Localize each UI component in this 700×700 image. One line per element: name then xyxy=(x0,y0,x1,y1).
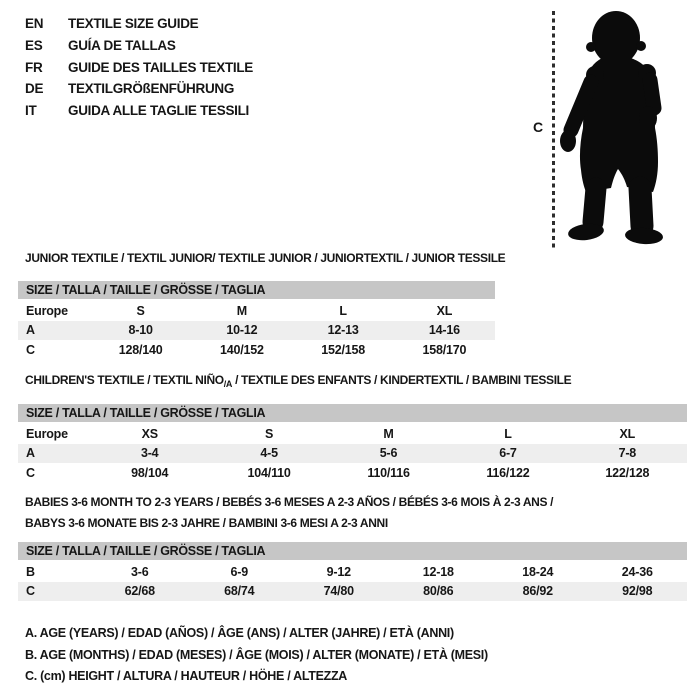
months-cell: 3-6 xyxy=(131,564,149,579)
lang-row-en xyxy=(25,13,253,35)
height-cell: 104/110 xyxy=(247,465,291,480)
footnote-c: C. (cm) HEIGHT / ALTURA / HAUTEUR / HÖHE / ALTEZZA xyxy=(25,669,348,684)
height-cell: 116/122 xyxy=(486,465,530,480)
height-cell: 158/170 xyxy=(422,342,467,357)
table-row-europe xyxy=(18,424,687,444)
table-row-height xyxy=(18,582,687,602)
guide-title-es: GUÍA DE TALLAS xyxy=(68,38,176,54)
row-label: A xyxy=(26,446,35,461)
age-cell: 8-10 xyxy=(128,323,153,338)
height-cell: 74/80 xyxy=(323,584,354,599)
row-label: B xyxy=(26,564,35,579)
lang-row-it xyxy=(25,100,253,122)
measure-c-label: C xyxy=(533,119,543,135)
months-cell: 24-36 xyxy=(621,564,653,579)
babies-size-table xyxy=(18,542,687,601)
lang-row-fr xyxy=(25,56,253,78)
row-label: C xyxy=(26,342,35,357)
size-cell: L xyxy=(339,303,347,318)
size-header-bar: SIZE / TALLA / TAILLE / GRÖSSE / TAGLIA xyxy=(18,542,687,560)
guide-title-fr: GUIDE DES TAILLES TEXTILE xyxy=(68,59,254,75)
months-cell: 12-18 xyxy=(422,564,454,579)
months-cell: 6-9 xyxy=(230,564,248,579)
age-cell: 6-7 xyxy=(499,446,517,461)
height-cell: 92/98 xyxy=(622,584,653,599)
children-heading-pre: CHILDREN'S TEXTILE / TEXTIL NIÑO xyxy=(25,373,224,387)
guide-title-en: TEXTILE SIZE GUIDE xyxy=(68,16,199,32)
junior-section-heading: JUNIOR TEXTILE / TEXTIL JUNIOR/ TEXTILE JUNIOR / JUNIORTEXTIL / JUNIOR TESSILE xyxy=(25,251,506,265)
months-cell: 18-24 xyxy=(522,564,554,579)
size-cell: S xyxy=(136,303,145,318)
table-row-height xyxy=(18,340,495,360)
junior-size-table xyxy=(18,281,495,360)
size-cell: XS xyxy=(141,426,158,441)
age-cell: 10-12 xyxy=(226,323,258,338)
size-header-bar: SIZE / TALLA / TAILLE / GRÖSSE / TAGLIA xyxy=(18,281,495,299)
children-section-heading xyxy=(25,373,571,392)
height-cell: 110/116 xyxy=(367,465,410,480)
row-label: Europe xyxy=(26,426,68,441)
guide-title-de: TEXTILGRÖßENFÜHRUNG xyxy=(68,81,235,97)
lang-code: ES xyxy=(25,38,43,54)
lang-code: FR xyxy=(25,59,43,75)
footnotes xyxy=(25,626,488,691)
row-label: A xyxy=(26,323,35,338)
lang-code: EN xyxy=(25,16,44,32)
lang-code: IT xyxy=(25,103,37,119)
table-row-europe xyxy=(18,301,495,321)
lang-row-de xyxy=(25,78,253,100)
toddler-silhouette-icon xyxy=(555,0,700,260)
height-cell: 128/140 xyxy=(118,342,163,357)
children-heading-post: / TEXTILE DES ENFANTS / KINDERTEXTIL / BAMBINI TESSILE xyxy=(232,373,572,387)
children-size-table xyxy=(18,404,687,483)
height-cell: 62/68 xyxy=(124,584,155,599)
babies-heading-line2: BABYS 3-6 MONATE BIS 2-3 JAHRE / BAMBINI 3-6 MESI A 2-3 ANNI xyxy=(25,515,388,530)
age-cell: 7-8 xyxy=(618,446,637,461)
row-label: C xyxy=(26,584,35,599)
height-cell: 140/152 xyxy=(219,342,264,357)
guide-title-it: GUIDA ALLE TAGLIE TESSILI xyxy=(68,103,249,119)
size-header-bar: SIZE / TALLA / TAILLE / GRÖSSE / TAGLIA xyxy=(18,404,687,422)
table-row-months xyxy=(18,562,687,582)
age-cell: 14-16 xyxy=(428,323,460,338)
height-cell: 98/104 xyxy=(131,465,169,480)
footnote-b: B. AGE (MONTHS) / EDAD (MESES) / ÂGE (MOIS) / ALTER (MONATE) / ETÀ (MESI) xyxy=(25,647,488,662)
babies-section-heading xyxy=(25,495,553,531)
months-cell: 9-12 xyxy=(326,564,351,579)
row-label: Europe xyxy=(26,303,68,318)
size-cell: XL xyxy=(619,426,636,441)
age-cell: 3-4 xyxy=(140,446,159,461)
language-header xyxy=(25,13,253,121)
size-cell: M xyxy=(383,426,394,441)
size-cell: XL xyxy=(436,303,453,318)
age-cell: 4-5 xyxy=(260,446,278,461)
footnote-a: A. AGE (YEARS) / EDAD (AÑOS) / ÂGE (ANS) / ALTER (JAHRE) / ETÀ (ANNI) xyxy=(25,626,454,640)
lang-row-es xyxy=(25,35,253,57)
height-cell: 86/92 xyxy=(522,584,553,599)
lang-code: DE xyxy=(25,81,44,97)
height-cell: 122/128 xyxy=(605,465,650,480)
table-row-age xyxy=(18,444,687,464)
table-row-height xyxy=(18,463,687,483)
age-cell: 12-13 xyxy=(327,323,359,338)
height-cell: 80/86 xyxy=(423,584,454,599)
size-cell: M xyxy=(236,303,247,318)
height-cell: 68/74 xyxy=(224,584,255,599)
children-heading-sub: /A xyxy=(223,379,233,389)
age-cell: 5-6 xyxy=(379,446,398,461)
table-row-age xyxy=(18,321,495,341)
height-cell: 152/158 xyxy=(321,342,366,357)
size-cell: S xyxy=(265,426,274,441)
size-cell: L xyxy=(504,426,512,441)
babies-heading-line1: BABIES 3-6 MONTH TO 2-3 YEARS / BEBÉS 3-6 MESES A 2-3 AÑOS / BÉBÉS 3-6 MOIS À 2-3 ANS / xyxy=(25,495,554,509)
row-label: C xyxy=(26,465,35,480)
